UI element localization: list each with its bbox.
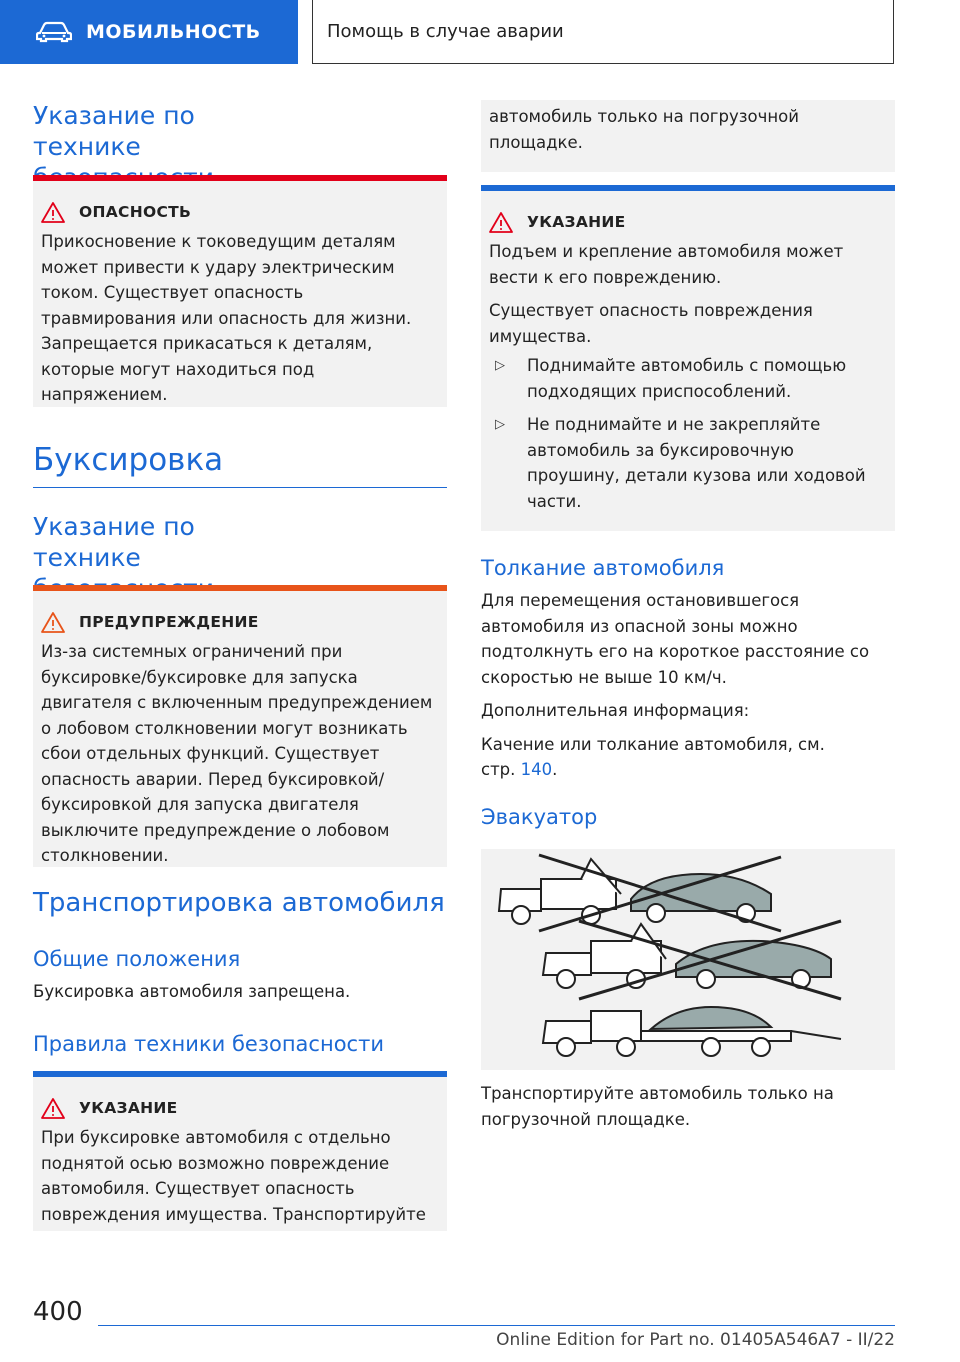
warning-label: ПРЕДУПРЕЖДЕНИЕ xyxy=(79,613,259,631)
notice-continued-box xyxy=(481,100,895,172)
danger-box xyxy=(33,181,447,407)
warning-triangle-icon xyxy=(489,211,513,233)
section-label: МОБИЛЬНОСТЬ xyxy=(86,21,261,43)
reference-text: Качение или толкание автомобиля, см. стр. xyxy=(481,734,825,779)
notice-box xyxy=(33,1077,447,1231)
bullet-triangle-icon: ▷ xyxy=(495,417,505,432)
more-info: Дополнительная информация: xyxy=(481,701,750,720)
notice-continued-text: автомобиль только на погрузочной площадке. xyxy=(489,107,799,152)
warning-box xyxy=(33,591,447,867)
car-icon xyxy=(36,21,72,43)
warning-text: Из-за системных ограничений при буксировке/буксировке для запуска двигателя с включенным предупреждением о лобовом столкновении могут возникать сбои отдельных функций. Существует опасность аварии. Перед буксировкой/буксировкой для запуска двигателя выключите предупреждение о лобовом столкновении. xyxy=(41,642,433,865)
warning-triangle-icon xyxy=(41,611,65,633)
push-text: Для перемещения остановившегося автомобиля из опасной зоны можно подтолкнуть его на короткое расстояние со скоростью не выше 10 км/ч. xyxy=(481,591,870,687)
page-link[interactable]: 140 xyxy=(520,760,553,779)
notice-label: УКАЗАНИЕ xyxy=(79,1099,178,1117)
towing-title: Буксировка xyxy=(33,442,224,478)
tow-truck-illustration xyxy=(481,849,895,1070)
general-title: Общие положения xyxy=(33,947,241,971)
page-title: Помощь в случае аварии xyxy=(312,0,894,64)
danger-label: ОПАСНОСТЬ xyxy=(79,203,192,221)
section-tab[interactable] xyxy=(0,0,298,64)
page-number: 400 xyxy=(33,1297,83,1327)
notice2-box xyxy=(481,191,895,531)
warning-triangle-icon xyxy=(41,1097,65,1119)
rules-title: Правила техники безопасности xyxy=(33,1032,384,1056)
tow-truck-title: Эвакуатор xyxy=(481,805,598,829)
notice-text: При буксировке автомобиля с отдельно поднятой осью возможно повреждение автомобиля. Существует опасность повреждения имущества. Транспортируйте xyxy=(41,1128,426,1224)
notice2-label: УКАЗАНИЕ xyxy=(527,213,626,231)
list-item: ▷ Не поднимайте и не закрепляйте автомобиль за буксировочную проушину, детали кузова или ходовой части. xyxy=(489,412,887,514)
transport-title: Транспортировка автомобиля xyxy=(33,888,445,918)
towing-safety-heading: Указание по технике xyxy=(33,512,195,572)
notice2-text1: Подъем и крепление автомобиля может вести к его повреждению. xyxy=(489,242,844,287)
safety-heading: Указание по технике xyxy=(33,101,195,161)
general-text: Буксировка автомобиля запрещена. xyxy=(33,982,351,1001)
warning-triangle-icon xyxy=(41,201,65,223)
danger-text: Прикосновение к токоведущим деталям может привести к удару электрическим током. Существует опасность травмирования или опасность для жизни. Запрещается прикасаться к деталям, которые могут находиться под напряжением. xyxy=(41,232,412,404)
footer-rule xyxy=(98,1325,895,1326)
notice2-bullets xyxy=(489,353,887,514)
towing-rule xyxy=(33,487,447,488)
tow-truck-caption: Транспортируйте автомобиль только на погрузочной площадке. xyxy=(481,1084,834,1129)
push-title: Толкание автомобиля xyxy=(481,556,725,580)
notice2-text2: Существует опасность повреждения имущества. xyxy=(489,301,813,346)
bullet-triangle-icon: ▷ xyxy=(495,358,505,373)
reference-line: Качение или толкание автомобиля, см. стр. 140. xyxy=(481,734,825,779)
edition-text: Online Edition for Part no. 01405A546A7 - II/22 xyxy=(496,1330,895,1350)
list-item: ▷ Поднимайте автомобиль с помощью подходящих приспособлений. xyxy=(489,353,887,404)
